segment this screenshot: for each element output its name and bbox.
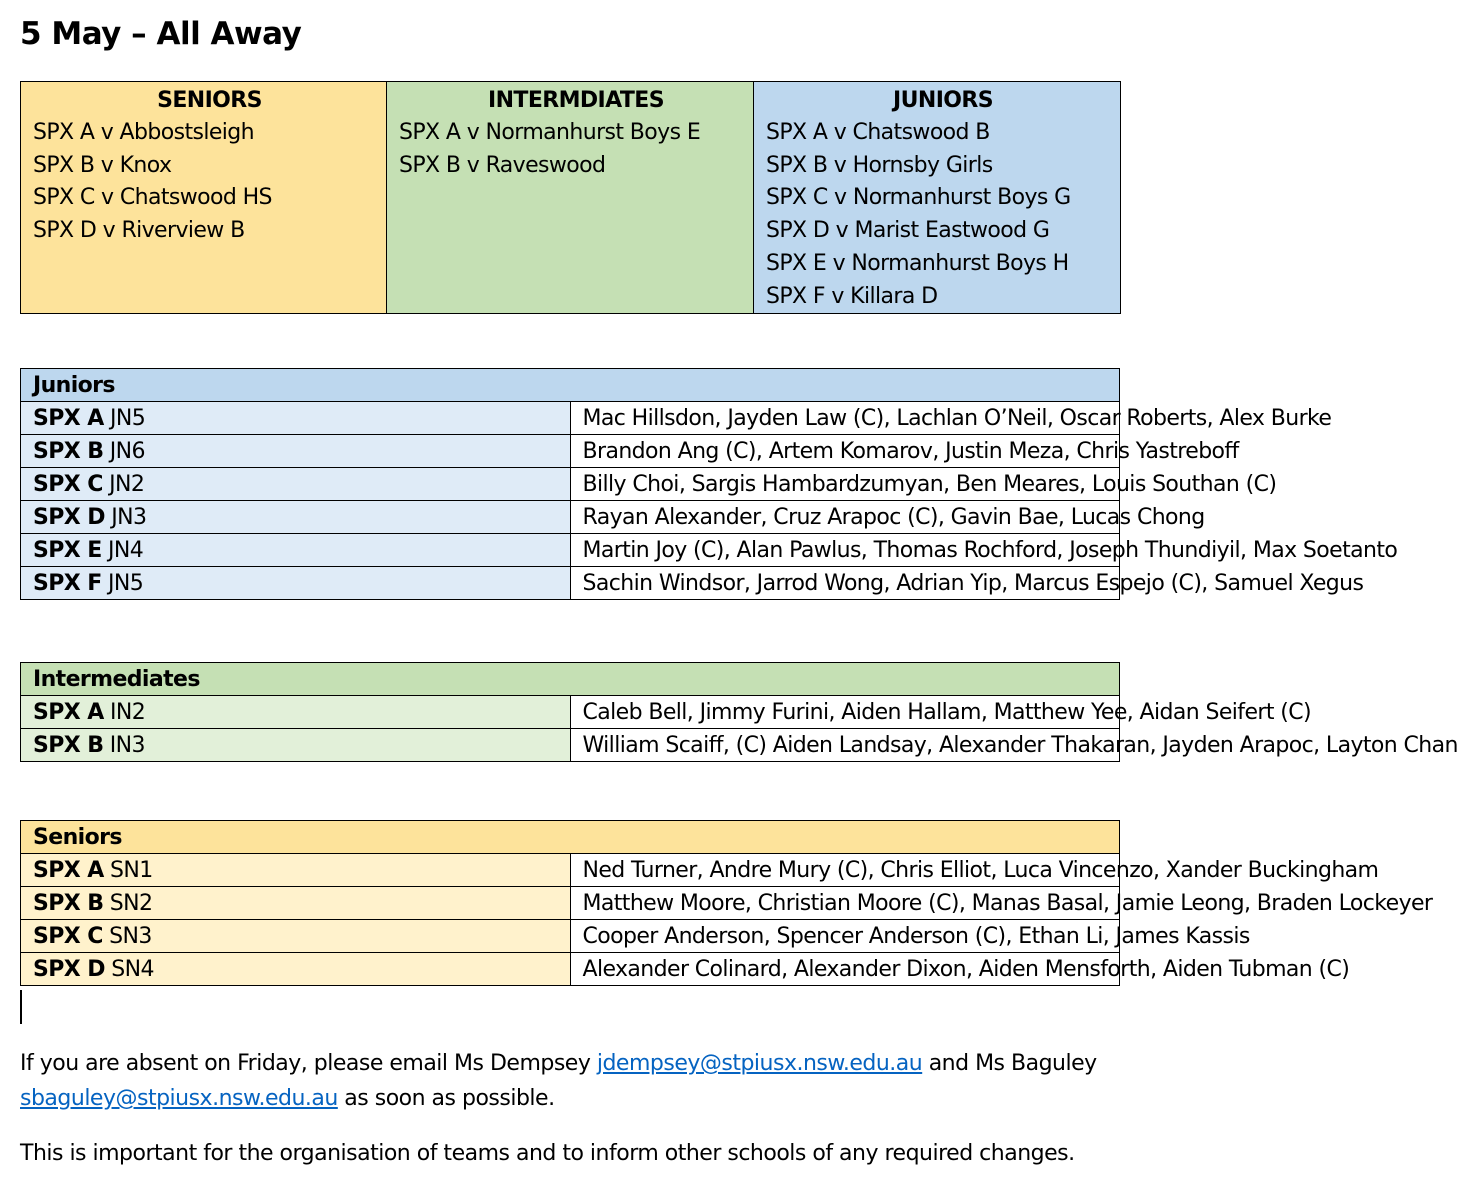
- players-cell: Sachin Windsor, Jarrod Wong, Adrian Yip, Marcus Espejo (C), Samuel Xegus: [570, 567, 1120, 600]
- team-cell: [21, 567, 571, 600]
- table-row: [21, 920, 1120, 953]
- team-grade: JN5: [101, 570, 144, 596]
- team-grade: IN3: [103, 732, 145, 758]
- table-row: [21, 953, 1120, 986]
- fixture-line: SPX C v Normanhurst Boys G: [766, 185, 1071, 211]
- notice-text: as soon as possible.: [337, 1086, 555, 1111]
- team-grade: IN2: [103, 699, 146, 725]
- players-cell: Matthew Moore, Christian Moore (C), Manas Basal, Jamie Leong, Braden Lockeyer: [570, 887, 1120, 920]
- team-cell: [21, 696, 571, 729]
- seniors-heading: Seniors: [21, 821, 1120, 854]
- team-cell: [21, 402, 571, 435]
- fixtures-juniors-cell: [754, 82, 1121, 314]
- players-cell: William Scaiff, (C) Aiden Landsay, Alexander Thakaran, Jayden Arapoc, Layton Chan: [570, 729, 1120, 762]
- fixture-line: SPX D v Marist Eastwood G: [766, 218, 1050, 244]
- team-name: SPX A: [33, 405, 104, 431]
- players-cell: Ned Turner, Andre Mury (C), Chris Elliot, Luca Vincenzo, Xander Buckingham: [570, 854, 1120, 887]
- email-link-dempsey[interactable]: jdempsey@stpiusx.nsw.edu.au: [596, 1051, 923, 1076]
- fixture-line: SPX A v Abbostsleigh: [33, 120, 255, 145]
- table-row: [21, 468, 1120, 501]
- fixtures-intermediates-header: INTERMDIATES: [488, 88, 664, 113]
- juniors-squad-table: [20, 368, 1398, 600]
- fixture-line: SPX F v Killara D: [766, 283, 938, 309]
- fixture-line: SPX B v Raveswood: [399, 152, 606, 178]
- team-grade: SN2: [103, 890, 153, 916]
- fixtures-table: [20, 81, 1121, 314]
- table-row: [21, 402, 1120, 435]
- team-cell: [21, 435, 571, 468]
- team-name: SPX B: [33, 438, 104, 464]
- table-row: [21, 435, 1120, 468]
- fixture-line: SPX A v Chatswood B: [766, 120, 990, 145]
- absence-notice: [20, 1046, 1130, 1116]
- table-row: [21, 729, 1120, 762]
- team-cell: [21, 534, 571, 567]
- table-row: [21, 854, 1120, 887]
- team-cell: [21, 501, 571, 534]
- fixture-line: SPX D v Riverview B: [33, 218, 245, 244]
- team-name: SPX B: [33, 732, 104, 758]
- team-grade: JN4: [101, 537, 144, 563]
- team-grade: JN5: [103, 405, 146, 431]
- players-cell: Alexander Colinard, Alexander Dixon, Aiden Mensforth, Aiden Tubman (C): [570, 953, 1120, 986]
- team-grade: JN2: [102, 471, 145, 497]
- table-edge-divider: [20, 990, 22, 1024]
- notice-text: and Ms Baguley: [922, 1051, 1097, 1076]
- team-name: SPX A: [33, 699, 104, 725]
- team-name: SPX E: [33, 537, 102, 563]
- team-name: SPX D: [33, 956, 105, 982]
- team-name: SPX C: [33, 471, 103, 497]
- players-cell: Mac Hillsdon, Jayden Law (C), Lachlan O’Neil, Oscar Roberts, Alex Burke: [570, 402, 1120, 435]
- players-cell: Rayan Alexander, Cruz Arapoc (C), Gavin Bae, Lucas Chong: [570, 501, 1120, 534]
- intermediates-squad-table: [20, 662, 1458, 762]
- fixture-line: SPX A v Normanhurst Boys E: [399, 120, 701, 145]
- fixtures-seniors-header: SENIORS: [157, 88, 262, 113]
- players-cell: Brandon Ang (C), Artem Komarov, Justin Meza, Chris Yastreboff: [570, 435, 1120, 468]
- page-title: 5 May – All Away: [20, 16, 302, 52]
- email-link-baguley[interactable]: sbaguley@stpiusx.nsw.edu.au: [20, 1086, 338, 1111]
- players-cell: Billy Choi, Sargis Hambardzumyan, Ben Meares, Louis Southan (C): [570, 468, 1120, 501]
- team-name: SPX C: [33, 923, 103, 949]
- team-cell: [21, 920, 571, 953]
- notice-text: If you are absent on Friday, please email Ms Dempsey: [20, 1051, 597, 1076]
- team-name: SPX A: [33, 857, 104, 883]
- team-grade: JN3: [104, 504, 147, 530]
- team-grade: SN1: [103, 857, 153, 883]
- fixtures-juniors-header: JUNIORS: [893, 88, 993, 113]
- players-cell: Martin Joy (C), Alan Pawlus, Thomas Rochford, Joseph Thundiyil, Max Soetanto: [570, 534, 1120, 567]
- team-name: SPX F: [33, 570, 102, 596]
- fixtures-intermediates-cell: [387, 82, 754, 314]
- team-cell: [21, 887, 571, 920]
- fixtures-seniors-cell: [21, 82, 387, 314]
- team-cell: [21, 729, 571, 762]
- seniors-squad-table: [20, 820, 1433, 986]
- team-grade: JN6: [103, 438, 145, 464]
- players-cell: Caleb Bell, Jimmy Furini, Aiden Hallam, Matthew Yee, Aidan Seifert (C): [570, 696, 1120, 729]
- juniors-heading: Juniors: [21, 369, 1120, 402]
- table-row: [21, 696, 1120, 729]
- fixture-line: SPX E v Normanhurst Boys H: [766, 250, 1069, 276]
- fixture-line: SPX B v Knox: [33, 152, 172, 178]
- fixture-line: SPX B v Hornsby Girls: [766, 152, 993, 178]
- fixture-line: SPX C v Chatswood HS: [33, 185, 272, 211]
- team-cell: [21, 953, 571, 986]
- team-name: SPX D: [33, 504, 105, 530]
- table-row: [21, 887, 1120, 920]
- team-grade: SN4: [104, 956, 154, 982]
- team-cell: [21, 468, 571, 501]
- intermediates-heading: Intermediates: [21, 663, 1120, 696]
- table-row: [21, 567, 1120, 600]
- importance-note: This is important for the organisation of teams and to inform other schools of any required changes.: [20, 1141, 1075, 1166]
- team-grade: SN3: [102, 923, 152, 949]
- team-cell: [21, 854, 571, 887]
- table-row: [21, 534, 1120, 567]
- team-name: SPX B: [33, 890, 104, 916]
- players-cell: Cooper Anderson, Spencer Anderson (C), Ethan Li, James Kassis: [570, 920, 1120, 953]
- table-row: [21, 501, 1120, 534]
